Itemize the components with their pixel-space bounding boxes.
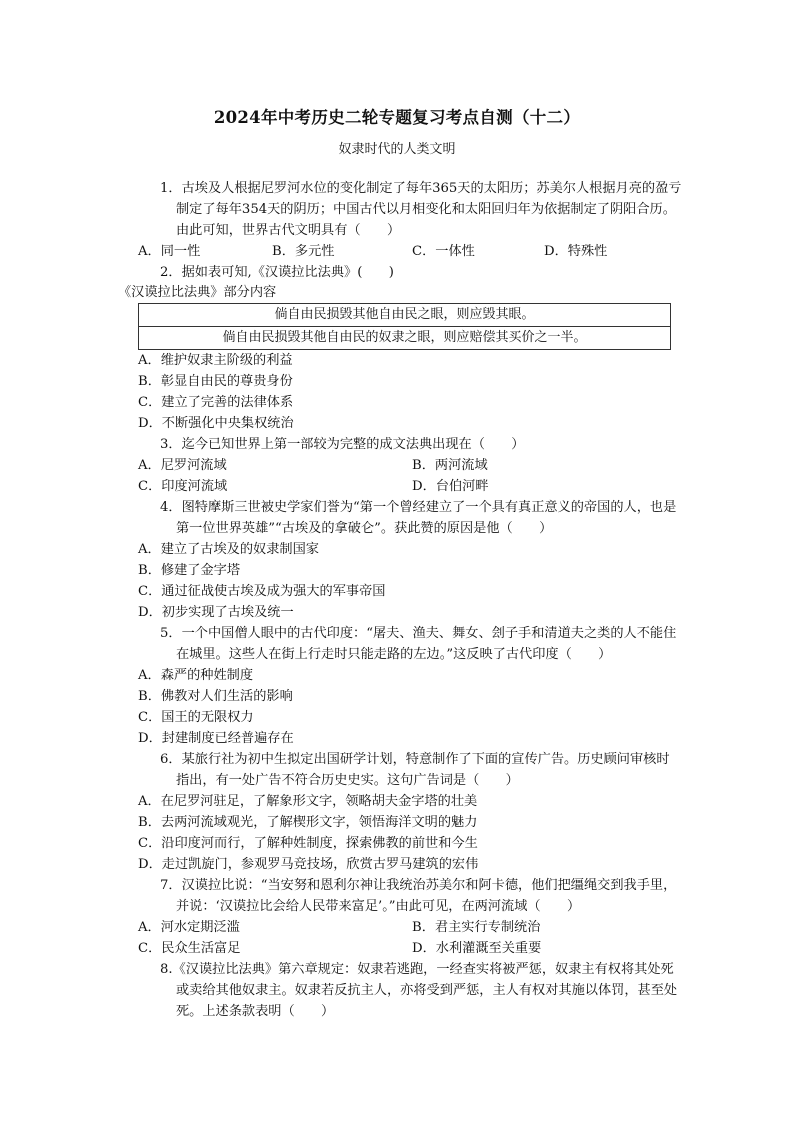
question-7-options-row-2 bbox=[0, 938, 794, 959]
question-6-option-c[interactable]: C．沿印度河而行，了解种姓制度，探索佛教的前世和今生 bbox=[138, 836, 478, 851]
question-2-option-c[interactable]: C．建立了完善的法律体系 bbox=[138, 395, 294, 410]
question-1-option-b[interactable]: B．多元性 bbox=[272, 244, 335, 259]
question-2-option-d[interactable]: D．不断强化中央集权统治 bbox=[138, 416, 294, 431]
question-6-option-a[interactable]: A．在尼罗河驻足，了解象形文字，领略胡夫金字塔的壮美 bbox=[138, 794, 478, 809]
exam-subtitle: 奴隶时代的人类文明 bbox=[338, 142, 456, 157]
question-5-option-d[interactable]: D．封建制度已经普遍存在 bbox=[138, 731, 294, 746]
question-8-stem: 8.《汉谟拉比法典》第六章规定：奴隶若逃跑，一经查实将被严惩，奴隶主有权将其处死或卖给其他奴隶主。奴隶若反抗主人，亦将受到严惩，主人有权对其施以体罚，甚至处死。上述条款表明（ ） bbox=[160, 962, 678, 1019]
question-6-option-d[interactable]: D．走过凯旋门，参观罗马竞技场，欣赏古罗马建筑的宏伟 bbox=[138, 857, 479, 872]
question-1-stem: 1．古埃及人根据尼罗河水位的变化制定了每年365天的太阳历；苏美尔人根据月亮的盈亏制定了每年354天的阴历；中国古代以月相变化和太阳回归年为依据制定了阴阳合历。由此可知，世界古代文明具有（ ） bbox=[160, 181, 682, 238]
law-excerpt-row-2: 倘自由民损毁其他自由民的奴隶之眼，则应赔偿其买价之一半。 bbox=[139, 327, 671, 350]
question-1-option-c[interactable]: C．一体性 bbox=[412, 244, 475, 259]
law-excerpt-table bbox=[138, 303, 671, 350]
question-3-option-b[interactable]: B．两河流域 bbox=[412, 458, 488, 473]
question-2-option-a[interactable]: A．维护奴隶主阶级的利益 bbox=[138, 353, 293, 368]
question-2-stem: 2．据如表可知,《汉谟拉比法典》( ) bbox=[160, 265, 394, 280]
exam-title: 2024年中考历史二轮专题复习考点自测（十二） bbox=[213, 108, 581, 127]
question-2-option-b[interactable]: B．彰显自由民的尊贵身份 bbox=[138, 374, 293, 389]
law-excerpt-row-1: 倘自由民损毁其他自由民之眼，则应毁其眼。 bbox=[139, 304, 671, 327]
question-list bbox=[0, 178, 794, 1022]
table-caption: 《汉谟拉比法典》部分内容 bbox=[118, 285, 277, 300]
question-4-option-c[interactable]: C．通过征战使古埃及成为强大的军事帝国 bbox=[138, 584, 386, 599]
question-5-option-a[interactable]: A．森严的种姓制度 bbox=[138, 668, 254, 683]
question-7-option-b[interactable]: B．君主实行专制统治 bbox=[412, 920, 541, 935]
question-5-stem: 5．一个中国僧人眼中的古代印度：“屠夫、渔夫、舞女、刽子手和清道夫之类的人不能住在城里。这些人在街上行走时只能走路的左边。”这反映了古代印度（ ） bbox=[160, 626, 677, 662]
question-7-option-a[interactable]: A．河水定期泛滥 bbox=[138, 920, 240, 935]
question-3-option-d[interactable]: D．台伯河畔 bbox=[412, 479, 489, 494]
question-3-option-a[interactable]: A．尼罗河流域 bbox=[138, 458, 227, 473]
question-1-options bbox=[0, 241, 794, 262]
question-4-option-a[interactable]: A．建立了古埃及的奴隶制国家 bbox=[138, 542, 319, 557]
question-3-options-row-2 bbox=[0, 476, 794, 497]
question-7-options-row-1 bbox=[0, 917, 794, 938]
question-3-stem: 3．迄今已知世界上第一部较为完整的成文法典出现在（ ） bbox=[160, 437, 525, 452]
question-4-stem: 4．图特摩斯三世被史学家们誉为“第一个曾经建立了一个具有真正意义的帝国的人，也是第一位世界英雄”“古埃及的拿破仑”。获此赞的原因是他（ ） bbox=[160, 500, 677, 536]
question-4-option-b[interactable]: B．修建了金字塔 bbox=[138, 563, 241, 578]
question-6-option-b[interactable]: B．去两河流域观光，了解楔形文字，领悟海洋文明的魅力 bbox=[138, 815, 478, 830]
question-1-option-a[interactable]: A．同一性 bbox=[138, 244, 201, 259]
question-1-option-d[interactable]: D．特殊性 bbox=[544, 244, 608, 259]
question-7-option-c[interactable]: C．民众生活富足 bbox=[138, 941, 241, 956]
question-3-options-row-1 bbox=[0, 455, 794, 476]
question-7-stem: 7．汉谟拉比说：“当安努和恩利尔神让我统治苏美尔和阿卡德，他们把缰绳交到我手里，并说：‘汉谟拉比会给人民带来富足’。”由此可见，在两河流域（ ） bbox=[160, 878, 677, 914]
question-5-option-b[interactable]: B．佛教对人们生活的影响 bbox=[138, 689, 293, 704]
question-3-option-c[interactable]: C．印度河流域 bbox=[138, 479, 228, 494]
question-6-stem: 6．某旅行社为初中生拟定出国研学计划，特意制作了下面的宣传广告。历史顾问审核时指出，有一处广告不符合历史史实。这句广告词是（ ） bbox=[160, 752, 670, 788]
question-5-option-c[interactable]: C．国王的无限权力 bbox=[138, 710, 254, 725]
question-4-option-d[interactable]: D．初步实现了古埃及统一 bbox=[138, 605, 294, 620]
question-7-option-d[interactable]: D．水利灌溉至关重要 bbox=[412, 941, 542, 956]
